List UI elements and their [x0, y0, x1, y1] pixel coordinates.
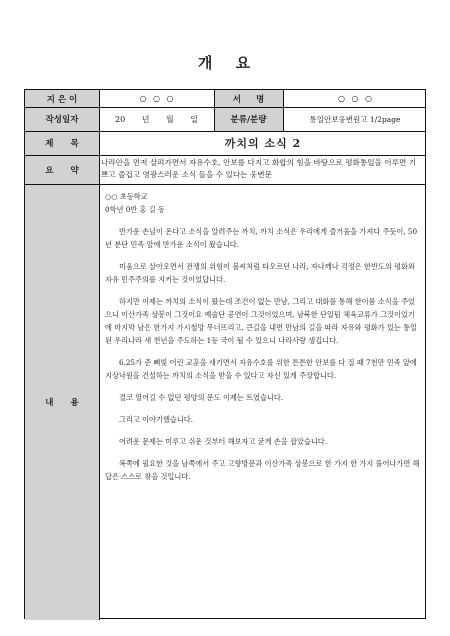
category-value: 통일안보웅변원고 1/2page	[309, 114, 401, 124]
content-paragraph: 복쪽에 필요한 것을 남쪽에서 주고 고향방문과 이산가족 상봉으로 한 가지 한 가지 풀어나가면 해답은 스스로 찾을 것입니다.	[105, 459, 420, 481]
author-value: ○ ○ ○	[139, 94, 174, 103]
author-label: 지 은 이	[46, 94, 78, 105]
content-paragraph: 그리고 이야기했습니다.	[119, 415, 194, 424]
content-paragraph: 반가운 손님이 온다고 소식을 알려주는 까치, 까치 소식은 우리에게 즐거움을 가져다 주듯이, 50년 분단 민족 앞에 반가운 소식이 왔습니다.	[105, 227, 418, 249]
content-paragraph: 결코 열어길 수 없던 평양의 문도 이제는 트였습니다.	[119, 393, 284, 402]
date-value: 20 년 월 일	[115, 114, 198, 124]
summary-text: 나라안을 먼저 살펴가면서 자유수호, 안보를 다지고 화합의 힘을 바탕으로 평화통일을 이루면 기쁘고 즐겁고 영광스러운 소식 들을 수 있다는 웅변문	[101, 158, 417, 179]
reviewer-label: 서 명	[232, 94, 265, 105]
date-label: 작성일자	[45, 115, 79, 125]
title-value: 까치의 소식 2	[224, 137, 302, 150]
document-title: 개 요	[197, 54, 253, 72]
title-label: 제 목	[45, 139, 79, 149]
summary-label: 요 약	[45, 165, 79, 176]
overview-form	[24, 89, 426, 619]
content-body	[105, 190, 421, 492]
content-paragraph: 6.25가 준 뼈빛 어린 교훈을 새기면서 자유수호를 위한 튼튼한 안보를 다 질 때 7천만 민족 앞에 지상낙원을 건설하는 까치의 소식을 받을 수 있다고 자신 있게 주장합니다.	[105, 358, 417, 380]
student-name: 0학년 0반 홍 길 동	[105, 205, 165, 214]
column-divider	[99, 90, 100, 620]
school-name: ○○ 초등학교	[105, 192, 148, 201]
content-paragraph: 하지만 이제는 까치의 소식이 왔는데 조건이 없는 만남, 그리고 대화를 통해 한이룸 소식을 주었으니 이산가족 상봉이 그것이요 예술단 공연이 그것이었으며, 남북한 단일팀 체육교류가 그것이었기에 마지막 남은 한가지 가시철망 무너뜨리고, 큰길을 내면 만남의 길을 따라 자유와 평화가 있는 통일된 우리나라 새 천년을 주도하는 1등 국이 될 수 있으니 나라사랑 생깁니다.	[105, 297, 417, 345]
reviewer-value: ○ ○ ○	[337, 94, 373, 103]
content-paragraph: 어려운 문제는 미루고 쉬운 것부터 해보자고 굳게 손을 잡았습니다.	[119, 437, 328, 446]
content-label: 내 용	[45, 398, 79, 408]
content-paragraph: 미움으로 살아오면서 전쟁의 위험이 불씨처럼 타오르던 나라, 자나깨나 걱정은 한반도의 평화와 자유 민주주의를 지키는 것이었답니다.	[105, 262, 415, 284]
category-label: 분류/분량	[230, 115, 267, 125]
